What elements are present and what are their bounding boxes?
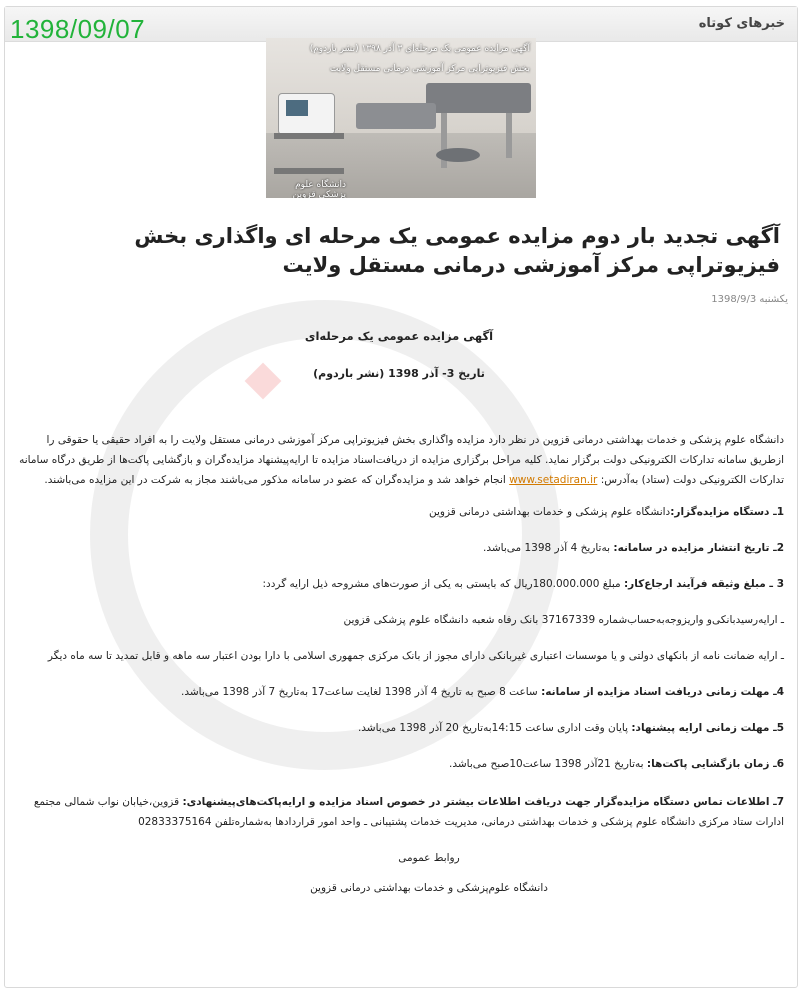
item-1: 1ـ دستگاه مزایده‌گزار:دانشگاه علوم پزشکی و خدمات بهداشتی درمانی قزوین <box>429 506 784 518</box>
photo-caption-3: دانشگاه علوم پزشکی قزوین <box>292 180 346 198</box>
photo-caption-1: آگهی مزایده عمومی یک مرحله‌ای ۳ آذر ۱۳۹۸ (نشر باردوم) <box>309 44 530 54</box>
setadiran-link[interactable]: www.setadiran.ir <box>509 474 598 486</box>
signature-2: دانشگاه علوم‌پزشکی و خدمات بهداشتی درمانی قزوین <box>310 882 548 894</box>
notice-heading: آگهی مزایده عمومی یک مرحله‌ای <box>304 329 494 343</box>
item-3b: ـ ارایه ضمانت نامه از بانکهای دولتی و یا موسسات اعتباری غیربانکی دارای مجوز از بانک مرکزی جمهوری اسلامی با دارا بودن اعتبار سه ماهه و قابل تمدید تا سه ماه دیگر <box>47 650 784 662</box>
item-7: 7ـ اطلاعات تماس دستگاه مزایده‌گزار جهت دریافت اطلاعات بیشتر در خصوص اسناد مزایده و ارایه‌پاکت‌های‌پیشنهادی: قزوین،خیابان نواب شمالی مجتمع ادارات ستاد مرکزی دانشگاه علوم پزشکی و خدمات بهداشتی درمانی، مدیریت خدمات پشتیبانی ـ واحد امور قراردادها به‌شماره‌تلفن 02833375164 <box>33 796 784 828</box>
item-3: 3 ـ مبلغ وثیقه فرآیند ارجاع‌کار: مبلغ 180.000.000ریال که بایستی به یکی از صورت‌های مشروحه ذیل ارایه گردد: <box>262 578 784 590</box>
signature-1: روابط عمومی <box>398 852 460 864</box>
article-body <box>14 320 784 896</box>
article-title: آگهی تجدید بار دوم مزایده عمومی یک مرحله ای واگذاری بخش فیزیوتراپی مرکز آموزشی درمانی مستقل ولایت <box>134 224 780 277</box>
article-date: یکشنبه 1398/9/3 <box>711 294 788 305</box>
intro-text-2: انجام خواهد شد و مزایده‌گران كه عضو در سامانه مذكور می‌باشند مجاز به شرکت در این مزایده می‌باشند. <box>44 474 506 486</box>
intro-paragraph <box>14 430 784 490</box>
item-3a: ـ ارایه‌رسیدبانکی‌و واریزوجه‌به‌حساب‌شماره 37167339 بانک رفاه شعبه دانشگاه علوم پزشکی قزوین <box>343 614 784 626</box>
panel-header: خبرهای کوتاه <box>5 7 797 42</box>
photo-caption-2: بخش فیزیوتراپی مرکز آموزشی درمانی مستقل ولایت <box>329 64 530 74</box>
date-stamp: 1398/09/07 <box>10 14 146 44</box>
article-photo <box>266 38 536 198</box>
intro-text-1: دانشگاه علوم پزشکی و خدمات بهداشتی درمانی قزوین در نظر دارد مزایده واگذاری بخش فیزیوتراپی مرکز آموزشی درمانی مستقل ولایت را به افراد حقیقی یا حقوقی را ازطریق سامانه تداركات الكترونيكی دولت برگزار نماید. كليه مراحل برگزاری مزایده از دریافت‌اسناد مزایده تا ارایه‌پیشنهاد مزایده‌گران و بازگشايی پاكت‌ها از طریق درگاه سامانه تدارکات الکترونیکی دولت (ستاد) به‌آدرس: <box>19 434 784 486</box>
item-4: 4ـ مهلت زمانی دریافت اسناد مزایده از سامانه: ساعت 8 صبح به تاریخ 4 آذر 1398 لغایت ساعت17 به‌تاریخ 7 آذر 1398 می‌باشد. <box>180 686 784 698</box>
item-5: 5ـ مهلت زمانی ارایه پیشنهاد: پایان وقت اداری ساعت 14:15به‌تاریخ 20 آذر 1398 می‌باشد. <box>357 722 784 734</box>
notice-subheading: تاریخ 3- آذر 1398 (نشر باردوم) <box>313 367 485 380</box>
item-2: 2ـ تاریخ انتشار مزایده در سامانه: به‌تاریخ 4 آذر 1398 می‌باشد. <box>483 542 784 554</box>
item-6: 6ـ زمان بازگشایی پاکت‌ها: به‌تاریخ 21آذر 1398 ساعت10صبح می‌باشد. <box>449 758 784 770</box>
